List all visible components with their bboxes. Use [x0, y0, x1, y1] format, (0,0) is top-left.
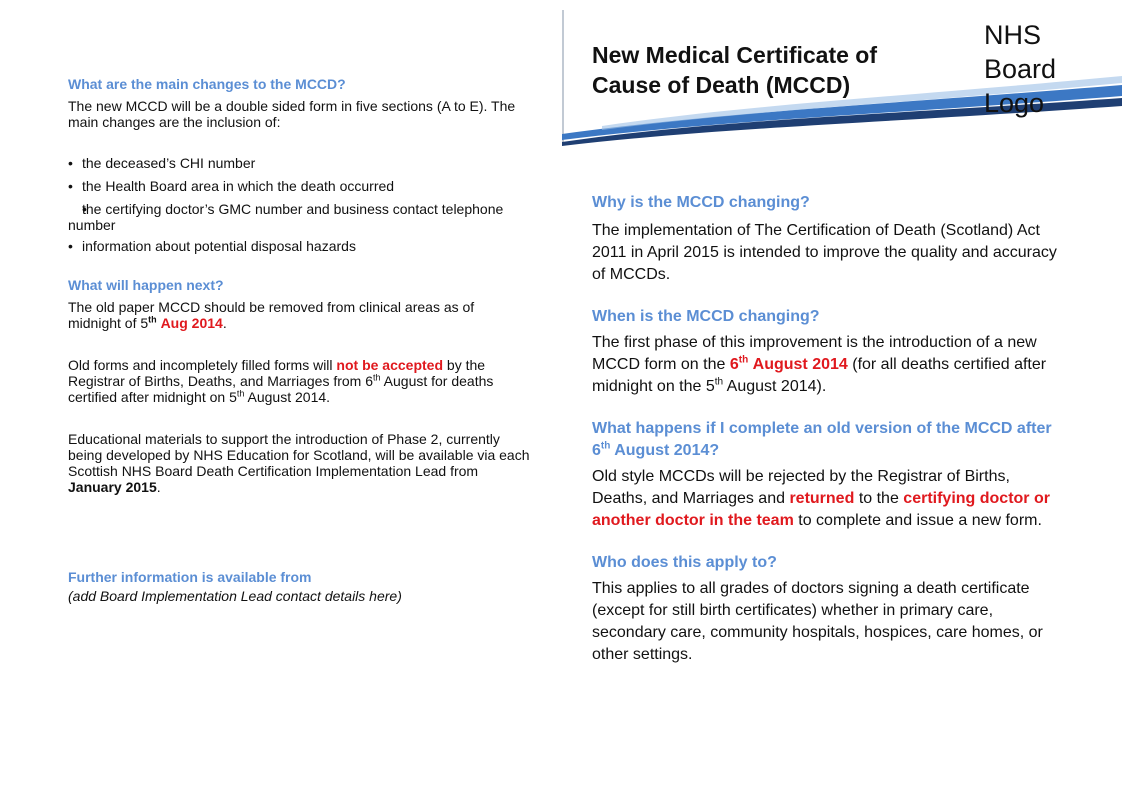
board-logo-placeholder: NHS Board Logo — [984, 20, 1057, 118]
next-p2-sup-1: th — [373, 372, 381, 383]
next-p1-end: . — [222, 315, 227, 331]
page-title: New Medical Certificate of Cause of Death (MCCD) — [592, 42, 878, 98]
next-p2-text-c: August for deaths certified after midnight on 5 — [68, 373, 494, 405]
next-p3-date: January 2015 — [68, 479, 157, 495]
further-text: (add Board Implementation Lead contact details here) — [68, 588, 402, 604]
next-heading: What will happen next? — [68, 277, 224, 293]
old-version-heading — [592, 418, 1062, 462]
next-p1-text: The old paper MCCD should be removed from clinical areas as of midnight of 5 — [68, 299, 475, 331]
next-p3-end: . — [156, 479, 161, 495]
next-p2-sup-2: th — [236, 388, 245, 399]
list-item: • the Health Board area in which the death occurred — [68, 178, 530, 194]
when-text-c: August 2014). — [726, 378, 827, 395]
old-highlight-returned: returned — [789, 490, 855, 507]
when-text-a: The first phase of this improvement is the introduction of a new MCCD form on the — [592, 334, 1037, 373]
when-date-sup: th — [738, 354, 749, 366]
next-p1-date: Aug 2014 — [160, 315, 223, 331]
when-date-month: August 2014 — [752, 356, 848, 373]
who-text: This applies to all grades of doctors signing a death certificate (except for still birth certificates) whether in primary care, secondary care, community hospitals, hospices, care homes, or other settings. — [592, 580, 1043, 663]
when-text-b: (for all deaths certified after midnight on the 5 — [592, 356, 1047, 395]
why-text: The implementation of The Certification of Death (Scotland) Act 2011 in April 2015 is intended to improve the quality and accuracy of MCCDs. — [592, 222, 1057, 283]
next-p1-sup: th — [148, 314, 157, 325]
changes-heading: What are the main changes to the MCCD? — [68, 76, 346, 92]
next-p2-text-d: August 2014. — [247, 389, 331, 405]
changes-intro: The new MCCD will be a double sided form in five sections (A to E). The main changes are the inclusion of: — [68, 98, 516, 130]
list-item: • the deceased’s CHI number — [68, 155, 530, 171]
old-heading-sup: th — [600, 440, 611, 452]
why-heading: Why is the MCCD changing? — [592, 194, 810, 211]
old-version-text — [592, 466, 1062, 532]
next-paragraph-2 — [68, 357, 530, 405]
old-heading-text-a: What happens if I complete an old version of the MCCD after 6 — [592, 420, 1052, 459]
next-p2-highlight: not be accepted — [336, 357, 444, 373]
when-sup: th — [714, 376, 724, 388]
changes-list — [68, 155, 530, 254]
who-heading: Who does this apply to? — [592, 554, 777, 571]
next-paragraph-3 — [68, 431, 530, 495]
list-item: • the certifying doctor’s GMC number and business contact telephone number — [68, 201, 530, 233]
when-heading: When is the MCCD changing? — [592, 308, 820, 325]
list-item: • information about potential disposal hazards — [68, 238, 530, 254]
left-panel — [68, 76, 530, 604]
old-highlight-doctor: certifying doctor or another doctor in the team — [592, 490, 1050, 529]
when-date-day: 6 — [729, 356, 739, 373]
when-text — [592, 332, 1062, 398]
old-text-a: Old style MCCDs will be rejected by the Registrar of Births, Deaths, and Marriages and — [592, 468, 1010, 507]
old-text-b: to the — [858, 490, 899, 507]
next-paragraph-1 — [68, 299, 530, 331]
next-p2-text-a: Old forms and incompletely filled forms will — [68, 357, 333, 373]
old-text-c: to complete and issue a new form. — [798, 512, 1042, 529]
old-heading-text-b: August 2014? — [614, 442, 720, 459]
next-p3-text: Educational materials to support the introduction of Phase 2, currently being developed by NHS Education for Scotland, will be available via each Scottish NHS Board Death Certification Implementation Lead from — [68, 431, 530, 479]
further-heading: Further information is available from — [68, 569, 312, 585]
right-panel — [592, 192, 1062, 666]
next-p2-text-b: by the Registrar of Births, Deaths, and Marriages from 6 — [68, 357, 486, 389]
